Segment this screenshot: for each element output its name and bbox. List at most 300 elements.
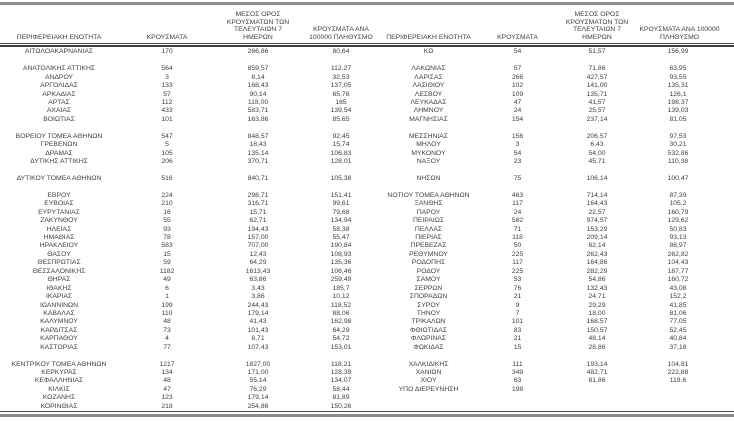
cell-avg7: 163,86: [247, 115, 269, 123]
cell-avg7: 157,00: [247, 234, 269, 241]
cell-cases: 57: [163, 90, 171, 98]
cell-cases: 71: [513, 225, 522, 233]
cell-region: ΛΑΣΙΘΙΟΥ: [412, 82, 445, 90]
cell-region: ΛΕΥΚΑΔΑΣ: [410, 99, 447, 106]
cell-per100k: 54,72: [332, 335, 350, 343]
cell-avg7: 179,14: [247, 394, 269, 402]
cell-region: ΦΘΙΩΤΙΔΑΣ: [410, 326, 447, 334]
cell-avg7: 12,43: [249, 250, 267, 258]
cell-avg7: 153,29: [586, 225, 608, 233]
table-row: [0, 74, 734, 82]
table-row: [0, 217, 734, 225]
cell-per100k: 110,38: [667, 158, 689, 166]
cell-avg7: 24,71: [588, 293, 606, 301]
cell-per100k: 106,46: [330, 267, 352, 275]
cell-per100k: 162,98: [330, 318, 352, 326]
cell-per100k: 190,84: [330, 242, 352, 250]
cell-cases: 206: [161, 158, 173, 166]
cell-avg7: 55,14: [249, 377, 267, 385]
cell-cases: 49: [163, 276, 171, 284]
cell-avg7: 118,00: [247, 99, 269, 106]
table-row: [0, 107, 734, 115]
cell-avg7: 18,00: [588, 309, 606, 317]
cell-avg7: 132,43: [586, 284, 608, 292]
cell-cases: 134: [161, 369, 173, 376]
cell-per100k: 165: [335, 99, 347, 106]
cell-avg7: 41,57: [588, 99, 606, 106]
cell-region: ΥΠΟ ΔΙΕΡΕΥΝΗΣΗ: [398, 385, 459, 393]
cell-cases: 4: [165, 335, 169, 343]
cell-region: ΔΥΤΙΚΟΥ ΤΟΜΕΑ ΑΘΗΝΩΝ: [16, 174, 102, 182]
table-row: [0, 285, 734, 293]
table-row: [0, 158, 734, 166]
cell-cases: 15: [513, 343, 522, 351]
cell-per100k: 134,94: [330, 217, 352, 225]
cell-cases: 6: [165, 284, 169, 292]
table-row: [0, 268, 734, 276]
table-row: [0, 234, 734, 242]
cell-per100k: 222,88: [667, 369, 689, 376]
cell-cases: 218: [161, 402, 173, 410]
cell-per100k: 108,93: [330, 250, 352, 258]
cell-region: ΒΟΡΕΙΟΥ ΤΟΜΕΑ ΑΘΗΝΩΝ: [15, 132, 103, 140]
table-row-spacer: [0, 352, 734, 360]
cell-per100k: 88,06: [332, 309, 350, 317]
cell-cases: 54: [513, 149, 522, 157]
table-row: [0, 150, 734, 158]
cell-region: ΙΘΑΚΗΣ: [46, 284, 72, 292]
cell-cases: 109: [511, 90, 524, 98]
cell-region: ΣΕΡΡΩΝ: [414, 284, 443, 292]
cell-region: ΠΡΕΒΕΖΑΣ: [410, 242, 447, 250]
cell-per100k: 63,95: [669, 65, 687, 73]
cell-per100k: 65,76: [332, 90, 350, 98]
cell-avg7: 3,86: [251, 293, 265, 301]
cell-region: ΡΕΘΥΜΝΟΥ: [409, 250, 448, 258]
cell-cases: 53: [513, 276, 522, 284]
cell-avg7: 25,57: [588, 107, 606, 115]
bottom-rule-thin: [0, 411, 734, 412]
cell-per100k: 15,74: [332, 141, 350, 149]
cell-region: ΚΑΛΥΜΝΟΥ: [40, 318, 78, 326]
cell-per100k: 135,31: [667, 82, 689, 90]
cell-avg7: 179,14: [247, 309, 269, 317]
cell-cases: 102: [511, 82, 524, 90]
table-row: [0, 192, 734, 200]
header-avg7-right: ΜΕΣΟΣ ΟΡΟΣ ΚΡΟΥΣΜΑΤΩΝ ΤΩΝ ΤΕΛΕΥΤΑΙΩΝ 7 ΗΜΕΡΩΝ: [565, 11, 629, 41]
cell-region: ΜΑΓΝΗΣΙΑΣ: [409, 115, 448, 123]
table-row: [0, 276, 734, 284]
cell-avg7: 63,86: [249, 276, 267, 284]
cell-avg7: 71,86: [588, 65, 606, 73]
cell-avg7: 206,57: [586, 132, 608, 140]
cell-avg7: 298,71: [247, 191, 269, 199]
cell-avg7: 8,71: [251, 335, 265, 343]
cell-avg7: 316,71: [247, 200, 269, 208]
cell-cases: 112: [161, 99, 173, 106]
cell-per100k: 126,1: [669, 90, 687, 98]
table-row: [0, 327, 734, 335]
cell-per100k: 86,97: [669, 242, 687, 250]
cell-cases: 48: [163, 377, 171, 385]
cell-per100k: 129,62: [667, 217, 689, 225]
cell-region: ΕΥΒΟΙΑΣ: [44, 200, 74, 208]
cell-per100k: 139,54: [330, 107, 352, 115]
cell-region: ΚΕΡΚΥΡΑΣ: [41, 369, 77, 376]
cell-avg7: 1613,43: [245, 267, 271, 275]
table-row: [0, 259, 734, 267]
cell-region: ΤΡΙΚΑΛΩΝ: [411, 318, 446, 326]
cell-avg7: 18,43: [249, 141, 267, 149]
table-row: [0, 242, 734, 250]
cell-region: ΓΡΕΒΕΝΩΝ: [40, 141, 78, 149]
cell-avg7: 41,43: [249, 318, 267, 326]
cell-per100k: 118,52: [330, 301, 352, 309]
cell-avg7: 164,43: [586, 200, 608, 208]
cell-per100k: 10,12: [332, 293, 350, 301]
header-region-left: ΠΕΡΙΦΕΡΕΙΑΚΗ ΕΝΟΤΗΤΑ: [16, 33, 102, 41]
table-row: [0, 200, 734, 208]
cell-region: ΡΟΔΟΠΗΣ: [411, 259, 446, 267]
table-row: [0, 141, 734, 149]
cell-per100k: 150,26: [330, 402, 352, 410]
cell-per100k: 119,6: [669, 377, 687, 385]
cell-region: ΛΕΣΒΟΥ: [414, 90, 443, 98]
cell-per100k: 139,03: [667, 107, 689, 115]
header-per100k-left: ΚΡΟΥΣΜΑΤΑ ΑΝΑ 100000 ΠΛΗΘΥΣΜΟ: [309, 26, 373, 41]
cell-per100k: 104,81: [667, 360, 689, 368]
cell-region: ΑΧΑΪΑΣ: [46, 107, 72, 115]
cell-region: ΧΑΝΙΩΝ: [415, 369, 442, 376]
cell-cases: 93: [163, 225, 171, 233]
cell-cases: 1182: [159, 267, 175, 275]
cell-cases: [475, 394, 560, 402]
cell-avg7: 482,71: [586, 369, 608, 376]
cell-per100k: 58,44: [332, 385, 350, 393]
cell-per100k: 134,07: [330, 377, 352, 385]
cell-region: ΤΗΝΟΥ: [416, 309, 441, 317]
cell-cases: 47: [163, 385, 171, 393]
cell-cases: 133: [161, 82, 173, 90]
cell-cases: 5: [165, 141, 169, 149]
cell-cases: 117: [512, 200, 523, 208]
cell-region: [382, 394, 475, 402]
cell-cases: 23: [513, 158, 522, 166]
table-row-spacer: [0, 57, 734, 65]
cell-per100k: [634, 403, 734, 411]
cell-cases: 24: [513, 107, 522, 115]
cell-per100k: 105,2: [669, 200, 687, 208]
table-row: [0, 175, 734, 183]
cell-region: ΙΚΑΡΙΑΣ: [45, 293, 73, 301]
table-row: [0, 318, 734, 326]
cell-avg7: 29,29: [588, 301, 606, 309]
cell-avg7: 1827,00: [245, 360, 271, 368]
cell-avg7: 171,00: [247, 369, 269, 376]
cell-avg7: 22,57: [588, 208, 606, 216]
cell-cases: 111: [512, 360, 523, 368]
cell-avg7: 282,29: [586, 267, 608, 275]
cell-cases: 78: [163, 234, 171, 241]
cell-cases: 76: [513, 284, 522, 292]
cell-region: ΒΟΙΩΤΙΑΣ: [43, 115, 75, 123]
cell-region: ΣΠΟΡΑΔΩΝ: [409, 293, 448, 301]
header-rule: [0, 45, 734, 47]
cell-cases: 123: [161, 394, 173, 402]
cell-region: ΚΕΦΑΛΛΗΝΙΑΣ: [34, 377, 84, 385]
cell-region: ΠΕΙΡΑΙΩΣ: [412, 217, 445, 225]
cell-per100k: 93,13: [669, 234, 687, 241]
cell-avg7: 135,14: [247, 149, 269, 157]
cell-region: ΕΒΡΟΥ: [47, 191, 71, 199]
table-row: [0, 361, 734, 369]
cell-region: ΗΜΑΘΙΑΣ: [43, 234, 75, 241]
cell-avg7: 6,43: [590, 141, 604, 149]
cell-per100k: 160,79: [667, 208, 689, 216]
cell-cases: 57: [513, 65, 522, 73]
cell-per100k: 50,83: [669, 225, 687, 233]
cell-region: ΚΩ: [423, 48, 434, 56]
table-row-spacer: [0, 167, 734, 175]
cell-cases: 105: [161, 149, 173, 157]
cell-avg7: [560, 386, 634, 394]
cell-avg7: 62,14: [588, 242, 606, 250]
cell-cases: 199: [161, 301, 173, 309]
cell-cases: 101: [511, 318, 524, 326]
cell-region: ΑΝΔΡΟΥ: [44, 73, 74, 81]
cell-per100k: 99,61: [332, 200, 350, 208]
cell-cases: 156: [511, 132, 524, 140]
cell-cases: 59: [163, 259, 171, 267]
cell-region: ΧΙΟΥ: [420, 377, 437, 385]
header-avg7-left: ΜΕΣΟΣ ΟΡΟΣ ΚΡΟΥΣΜΑΤΩΝ ΤΩΝ ΤΕΛΕΥΤΑΙΩΝ 7 ΗΜΕΡΩΝ: [226, 11, 290, 41]
cell-per100k: 259,49: [330, 276, 352, 284]
table-row: [0, 377, 734, 385]
cell-region: ΕΥΡΥΤΑΝΙΑΣ: [38, 208, 80, 216]
cell-cases: [475, 403, 560, 411]
cell-region: ΑΝΑΤΟΛΙΚΗΣ ΑΤΤΙΚΗΣ: [22, 65, 96, 73]
cell-region: ΜΥΚΟΝΟΥ: [411, 149, 446, 157]
cell-cases: 433: [161, 107, 173, 115]
cell-per100k: 81,05: [669, 115, 687, 123]
cell-cases: 3: [515, 141, 520, 149]
cell-cases: 225: [511, 267, 524, 275]
cell-per100k: 37,18: [669, 343, 687, 351]
cell-region: ΖΑΚΥΝΘΟΥ: [40, 217, 78, 225]
bottom-rule-thick: [0, 414, 734, 417]
cell-cases: 583: [161, 242, 173, 250]
cell-avg7: 427,57: [586, 73, 608, 81]
cell-avg7: 164,86: [586, 259, 608, 267]
cell-region: ΘΕΣΠΡΩΤΙΑΣ: [37, 259, 81, 267]
cell-per100k: 137,05: [330, 82, 352, 90]
cell-cases: 101: [161, 115, 173, 123]
cell-cases: 547: [161, 132, 173, 140]
cell-cases: 55: [163, 217, 171, 225]
cell-per100k: 153,01: [330, 343, 352, 351]
cell-per100k: 112,27: [330, 65, 352, 73]
cell-cases: 154: [511, 115, 524, 123]
table-row: [0, 99, 734, 107]
cell-cases: 7: [515, 309, 520, 317]
cell-per100k: 85,65: [332, 115, 350, 123]
cell-avg7: 48,14: [588, 335, 606, 343]
cell-per100k: 104,43: [667, 259, 689, 267]
cell-per100k: [634, 394, 734, 402]
cell-per100k: 156,99: [667, 48, 689, 56]
cell-cases: 463: [511, 191, 524, 199]
cell-region: ΑΡΤΑΣ: [48, 99, 70, 106]
cell-cases: 48: [163, 318, 171, 326]
cell-per100k: [634, 386, 734, 394]
cell-avg7: [560, 394, 634, 402]
table-row: [0, 133, 734, 141]
cell-avg7: 54,86: [588, 276, 606, 284]
table-row: [0, 344, 734, 352]
table-row: [0, 293, 734, 301]
cell-per100k: 187,77: [667, 267, 689, 275]
header-cases-left: ΚΡΟΥΣΜΑΤΑ: [146, 33, 188, 41]
cell-cases: 24: [513, 208, 522, 216]
cell-avg7: 101,43: [247, 326, 269, 334]
cell-per100k: 105,38: [330, 174, 352, 182]
cell-per100k: 81,89: [332, 394, 350, 402]
cell-avg7: 840,71: [247, 174, 269, 182]
cell-per100k: 77,05: [669, 318, 687, 326]
cell-cases: 225: [511, 250, 524, 258]
cell-per100k: 64,29: [332, 326, 350, 334]
cell-region: ΑΡΓΟΛΙΔΑΣ: [40, 82, 78, 90]
cell-region: ΑΡΚΑΔΙΑΣ: [42, 90, 76, 98]
cell-per100k: 151,41: [330, 191, 352, 199]
table-row: [0, 251, 734, 259]
table-row-spacer: [0, 183, 734, 191]
cell-region: ΚΑΡΠΑΘΟΥ: [40, 335, 78, 343]
cell-per100k: 160,72: [667, 276, 689, 284]
cell-avg7: 45,71: [588, 158, 606, 166]
cell-region: ΗΛΕΙΑΣ: [46, 225, 72, 233]
cell-per100k: 30,21: [669, 141, 687, 149]
cell-per100k: 43,08: [669, 284, 687, 292]
cell-cases: 63: [513, 377, 522, 385]
cell-avg7: [560, 403, 634, 411]
cell-avg7: 262,43: [586, 250, 608, 258]
cell-avg7: 54,00: [588, 149, 606, 157]
cell-per100k: 55,47: [332, 234, 350, 241]
cell-avg7: 15,71: [249, 208, 267, 216]
cell-per100k: 135,36: [330, 259, 352, 267]
cell-avg7: 3,43: [251, 284, 265, 292]
cell-region: ΙΩΑΝΝΙΝΩΝ: [39, 301, 79, 309]
cell-avg7: 135,71: [586, 90, 608, 98]
cell-region: ΝΟΤΙΟΥ ΤΟΜΕΑ ΑΘΗΝΩΝ: [387, 191, 470, 199]
cell-avg7: 51,57: [588, 48, 606, 56]
cell-region: ΡΟΔΟΥ: [416, 267, 441, 275]
cell-avg7: 8,14: [251, 73, 265, 81]
cell-avg7: 974,57: [586, 217, 608, 225]
cell-cases: 266: [511, 73, 524, 81]
cell-avg7: 150,57: [586, 326, 608, 334]
cell-per100k: 93,55: [669, 73, 687, 81]
cell-region: ΝΑΞΟΥ: [416, 158, 441, 166]
cell-avg7: 370,71: [247, 158, 269, 166]
cell-cases: 47: [513, 99, 522, 106]
cell-cases: 224: [161, 191, 173, 199]
cell-per100k: 262,82: [667, 250, 689, 258]
cell-per100k: 52,45: [669, 326, 687, 334]
table-row: [0, 302, 734, 310]
table-row: [0, 369, 734, 377]
top-rule: [0, 2, 734, 5]
cell-region: ΜΗΛΟΥ: [416, 141, 441, 149]
cell-per100k: 58,38: [332, 225, 350, 233]
table-row: [0, 82, 734, 90]
header-cases-right: ΚΡΟΥΣΜΑΤΑ: [497, 33, 538, 41]
cell-cases: 16: [163, 208, 171, 216]
cell-cases: 1: [165, 293, 169, 301]
cell-region: ΛΑΡΙΣΑΣ: [414, 73, 443, 81]
cell-region: ΘΕΣΣΑΛΟΝΙΚΗΣ: [32, 267, 86, 275]
cell-region: ΠΑΡΟΥ: [416, 208, 441, 216]
cell-per100k: 32,53: [332, 73, 350, 81]
table-row: [0, 48, 734, 56]
cell-region: ΛΗΜΝΟΥ: [413, 107, 444, 115]
cell-region: ΚΟΡΙΝΘΙΑΣ: [40, 402, 78, 410]
cell-per100k: 152,2: [669, 293, 687, 301]
cell-avg7: 193,14: [586, 360, 608, 368]
cell-avg7: 168,57: [586, 318, 608, 326]
cell-avg7: 237,14: [586, 115, 608, 123]
cell-cases: 15: [163, 250, 171, 258]
cell-per100k: 81,06: [669, 309, 687, 317]
cell-per100k: 198,37: [667, 99, 689, 106]
header-region-right: ΠΕΡΙΦΕΡΕΙΑΚΗ ΕΝΟΤΗΤΑ: [386, 33, 471, 41]
cell-avg7: 194,43: [247, 225, 269, 233]
cell-cases: 77: [163, 343, 171, 351]
cell-per100k: 118,21: [330, 360, 352, 368]
cell-per100k: 532,86: [667, 149, 689, 157]
cell-cases: 118: [512, 234, 523, 241]
cell-region: ΦΛΩΡΙΝΑΣ: [410, 335, 447, 343]
cell-per100k: 40,84: [669, 335, 687, 343]
cell-cases: 117: [512, 259, 523, 267]
cell-region: ΔΡΑΜΑΣ: [45, 149, 73, 157]
cell-region: ΠΕΛΛΑΣ: [414, 225, 443, 233]
cell-cases: 110: [161, 309, 173, 317]
cell-cases: 3: [165, 73, 169, 81]
cell-avg7: 714,14: [586, 191, 608, 199]
cell-region: ΘΑΣΟΥ: [47, 250, 71, 258]
cell-avg7: 266,86: [247, 48, 269, 56]
table-row: [0, 116, 734, 124]
cell-region: ΚΑΣΤΟΡΙΑΣ: [40, 343, 78, 351]
cell-region: ΦΩΚΙΔΑΣ: [413, 343, 444, 351]
cell-avg7: 106,14: [586, 174, 608, 182]
cell-avg7: 583,71: [247, 107, 269, 115]
cell-avg7: 209,14: [586, 234, 608, 241]
cell-region: ΣΑΜΟΥ: [416, 276, 441, 284]
cell-region: ΑΙΤΩΛΟΑΚΑΡΝΑΝΙΑΣ: [24, 48, 94, 56]
cell-region: ΧΑΛΚΙΔΙΚΗΣ: [408, 360, 449, 368]
cell-avg7: 62,71: [249, 217, 267, 225]
cell-avg7: 254,86: [247, 402, 269, 410]
cell-region: ΣΥΡΟΥ: [417, 301, 440, 309]
cell-per100k: 185,7: [332, 284, 350, 292]
table-row: [0, 91, 734, 99]
cell-per100k: 106,83: [330, 149, 352, 157]
cell-region: ΛΑΚΩΝΙΑΣ: [411, 65, 446, 73]
cell-avg7: 90,14: [249, 90, 267, 98]
